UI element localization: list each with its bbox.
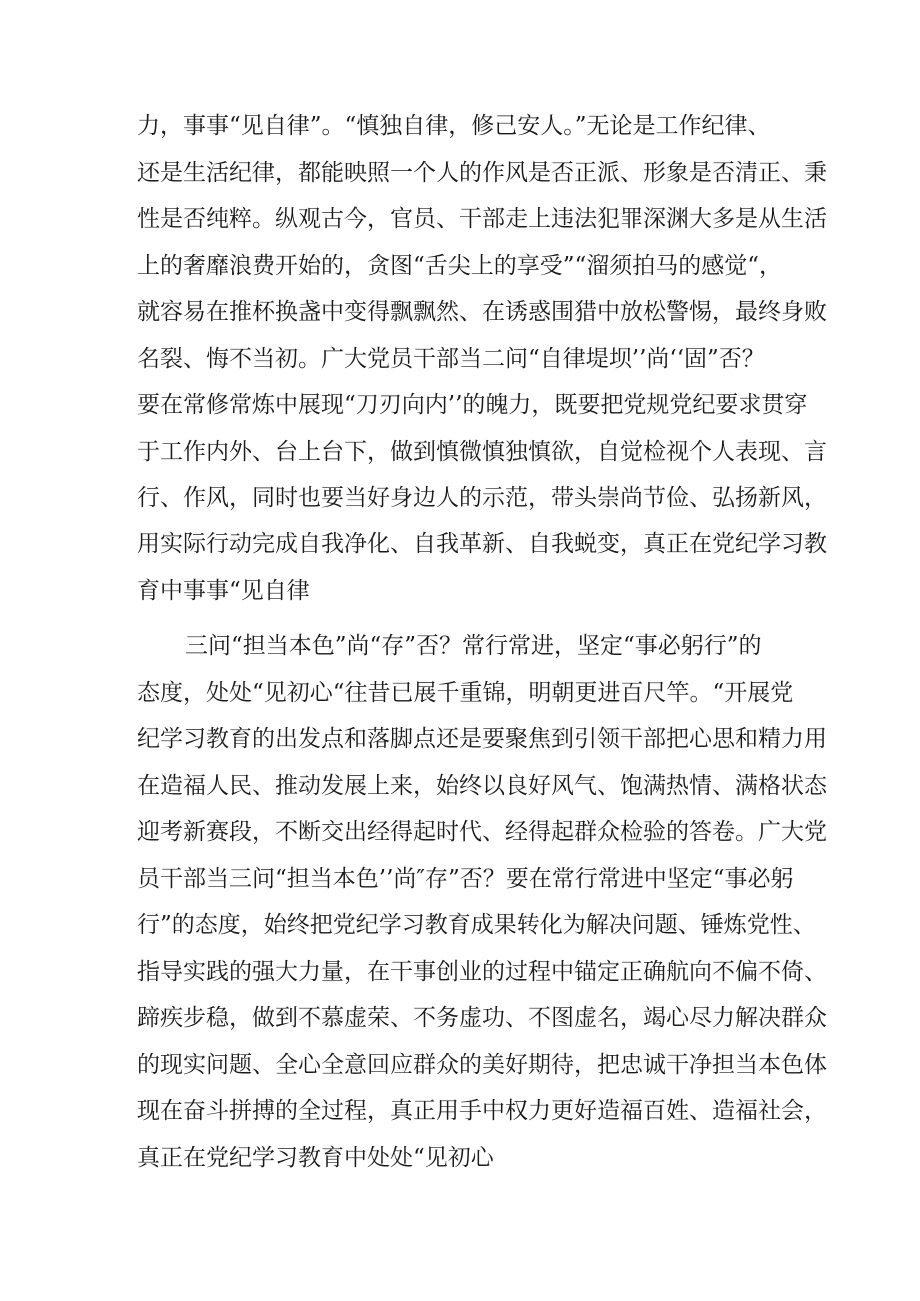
- text-line: 行、作风，同时也要当好身边人的示范，带头崇尚节俭、弘扬新风，: [137, 485, 827, 511]
- text-line: 性是否纯粹。纵观古今，官员、干部走上违法犯罪深渊大多是从生活: [137, 206, 827, 232]
- text-line: 蹄疾步稳，做到不慕虚荣、不务虚功、不图虚名，竭心尽力解决群众: [137, 1005, 827, 1031]
- text-line: 上的奢靡浪费开始的，贪图“舌尖上的享受”“溜须拍马的感觉“，: [137, 253, 783, 279]
- text-line: 现在奋斗拼搏的全过程，真正用手中权力更好造福百姓、造福社会，: [137, 1098, 827, 1124]
- text-line: 三问“担当本色”尚“存”否？常行常进，坚定“事必躬行”的: [185, 633, 762, 659]
- text-line: 要在常修常炼中展现“刀刃向内’’的魄力，既要把党规党纪要求贯穿: [137, 392, 808, 418]
- text-line: 行”的态度，始终把党纪学习教育成果转化为解决问题、锤炼党性、: [137, 912, 816, 938]
- text-line: 就容易在推杯换盏中变得飘飘然、在诱惑围猎中放松警惕，最终身败: [137, 299, 827, 325]
- text-line: 员干部当三问“担当本色’’尚″存”否？要在常行常进中坚定“事必躬: [137, 866, 794, 892]
- text-line: 力，事事“见自律”。“慎独自律，修己安人。”无论是工作纪律、: [137, 113, 771, 139]
- text-line: 纪学习教育的出发点和落脚点还是要聚焦到引领干部把心思和精力用: [137, 726, 827, 752]
- text-line: 真正在党纪学习教育中处处“见初心: [137, 1145, 494, 1171]
- text-line: 育中事事“见自律: [137, 578, 310, 604]
- text-line: 在造福人民、推动发展上来，始终以良好风气、饱满热情、满格状态: [137, 773, 827, 799]
- text-line: 于工作内外、台上台下，做到慎微慎独慎欲，自觉检视个人表现、言: [137, 439, 827, 465]
- text-line: 名裂、悔不当初。广大党员干部当二问“自律堤坝’’尚‘‘固”否？: [137, 346, 765, 372]
- text-line: 用实际行动完成自我净化、自我革新、自我蜕变，真正在党纪学习教: [137, 531, 827, 557]
- text-line: 的现实问题、全心全意回应群众的美好期待，把忠诚干净担当本色体: [137, 1052, 827, 1078]
- text-line: 还是生活纪律，都能映照一个人的作风是否正派、形象是否清正、秉: [137, 160, 827, 186]
- text-line: 态度，处处“见初心“往昔已展千重锦，明朝更进百尺竿。“开展党: [137, 680, 794, 706]
- text-line: 指导实践的强大力量，在干事创业的过程中锚定正确航向不偏不倚、: [137, 959, 827, 985]
- text-line: 迎考新赛段，不断交出经得起时代、经得起群众检验的答卷。广大党: [137, 819, 827, 845]
